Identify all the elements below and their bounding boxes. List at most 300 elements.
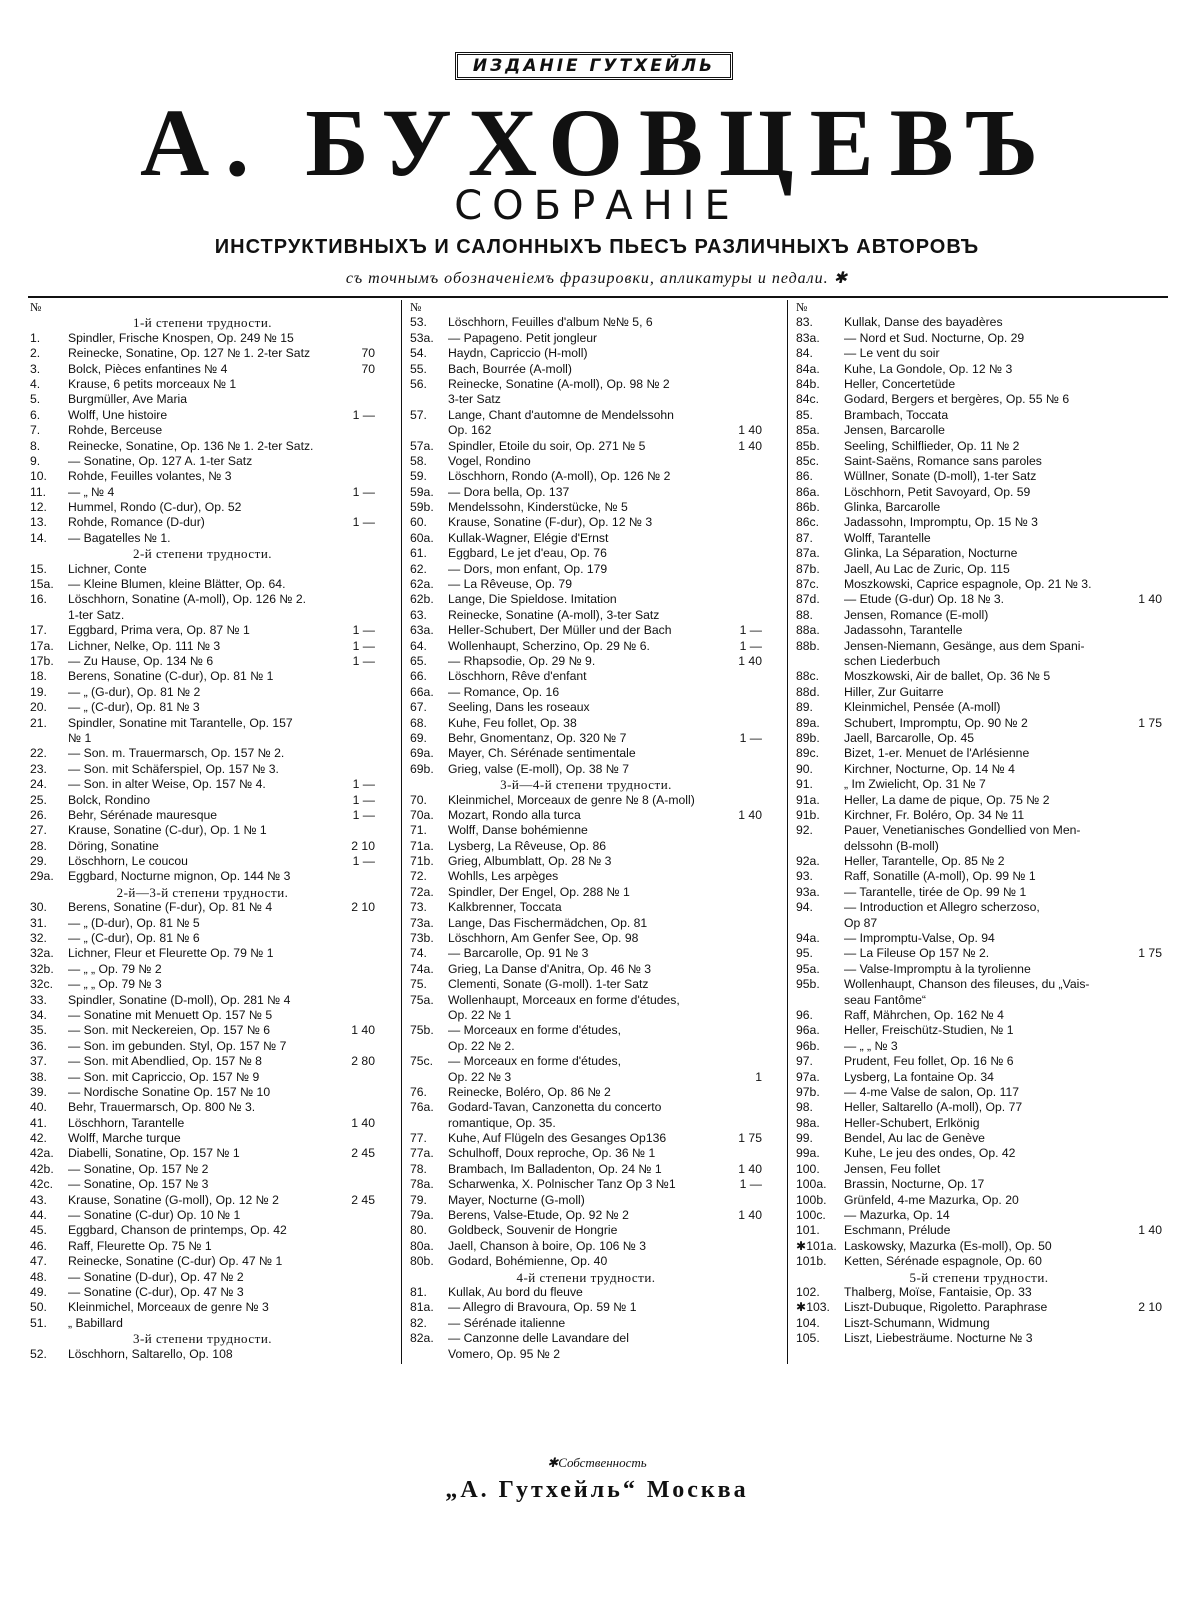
- catalog-entry: [796, 839, 1162, 854]
- entry-number: 55.: [410, 361, 427, 376]
- entry-price: 1 —: [352, 792, 375, 807]
- entry-title: Berens, Valse-Etude, Op. 92 № 2: [448, 1208, 629, 1223]
- entry-title: Moszkowski, Caprice espagnole, Op. 21 № 3.: [844, 577, 1092, 592]
- entry-title: Rohde, Berceuse: [68, 423, 163, 438]
- entry-number: 95.: [796, 946, 813, 961]
- catalog-entry: [796, 1285, 1162, 1300]
- entry-title: — Zu Hause, Op. 134 № 6: [68, 653, 214, 668]
- catalog-entry: [410, 562, 762, 577]
- entry-number: 69.: [410, 730, 427, 745]
- collection-subtitle: ИНСТРУКТИВНЫХЪ И САЛОННЫХЪ ПЬЕСЪ РАЗЛИЧНЫХЪ АВТОРОВЪ: [214, 236, 980, 258]
- catalog-entry: [410, 931, 762, 946]
- catalog-entry: [410, 1177, 762, 1192]
- entry-number: 100c.: [796, 1208, 826, 1223]
- entry-price: 1 40: [738, 438, 762, 453]
- catalog-entry: [410, 1347, 762, 1362]
- entry-number: 63.: [410, 607, 427, 622]
- catalog-entry: [30, 346, 375, 361]
- catalog-entry: [410, 1054, 762, 1069]
- entry-number: 27.: [30, 823, 47, 838]
- entry-title: Krause, Sonatine (F-dur), Op. 12 № 3: [448, 515, 653, 530]
- catalog-entry: [796, 469, 1162, 484]
- entry-title: — Canzonne delle Lavandare del: [448, 1331, 629, 1346]
- entry-price: 1 —: [352, 407, 375, 422]
- catalog-entry: [410, 700, 762, 715]
- entry-title: Vomero, Op. 95 № 2: [448, 1346, 560, 1361]
- entry-title: Heller, La dame de pique, Op. 75 № 2: [844, 792, 1050, 807]
- catalog-entry: [796, 1100, 1162, 1115]
- entry-title: — Sonatine, Op. 127 A. 1-ter Satz: [68, 453, 253, 468]
- entry-number: 96a.: [796, 1023, 820, 1038]
- entry-title: Heller, Tarantelle, Op. 85 № 2: [844, 854, 1005, 869]
- entry-number: 83.: [796, 315, 813, 330]
- entry-title: Bizet, 1-er. Menuet de l'Arlésienne: [844, 746, 1030, 761]
- entry-number: 104.: [796, 1315, 820, 1330]
- entry-title: Jensen, Romance (E-moll): [844, 607, 989, 622]
- entry-number: 75a.: [410, 992, 434, 1007]
- entry-title: — Son. mit Abendlied, Op. 157 № 8: [68, 1054, 262, 1069]
- catalog-entry: [796, 808, 1162, 823]
- entry-title: Kuhe, Feu follet, Op. 38: [448, 715, 577, 730]
- entry-number: 16.: [30, 592, 47, 607]
- catalog-entry: [30, 1270, 375, 1285]
- catalog-entry: [410, 331, 762, 346]
- entry-number: 20.: [30, 700, 47, 715]
- catalog-entry: [30, 669, 375, 684]
- entry-number: 62a.: [410, 577, 434, 592]
- entry-title: Raff, Mährchen, Op. 162 № 4: [844, 1007, 1004, 1022]
- entry-title: Jaell, Chanson à boire, Op. 106 № 3: [448, 1238, 647, 1253]
- entry-title: — Kleine Blumen, kleine Blätter, Op. 64.: [68, 577, 286, 592]
- entry-number: 19.: [30, 684, 47, 699]
- entry-price: 1 —: [352, 653, 375, 668]
- catalog-entry: [30, 1162, 375, 1177]
- catalog-entry: [30, 777, 375, 792]
- entry-number: 29.: [30, 854, 47, 869]
- entry-title: Löschhorn, Le coucou: [68, 854, 188, 869]
- entry-title: Krause, 6 petits morceaux № 1: [68, 376, 237, 391]
- entry-number: 93a.: [796, 884, 820, 899]
- entry-number: 88d.: [796, 684, 820, 699]
- entry-title: — Impromptu-Valse, Op. 94: [844, 931, 995, 946]
- catalog-entry: [796, 685, 1162, 700]
- entry-title: Spindler, Sonatine mit Tarantelle, Op. 157: [68, 715, 293, 730]
- catalog-entry: [796, 408, 1162, 423]
- entry-title: Jensen, Barcarolle: [844, 423, 945, 438]
- entry-title: Lichner, Fleur et Fleurette Op. 79 № 1: [68, 946, 274, 961]
- entry-number: 42a.: [30, 1146, 54, 1161]
- entry-price: 1: [755, 1069, 762, 1084]
- catalog-entry: [410, 808, 762, 823]
- catalog-entry: [30, 685, 375, 700]
- entry-number: 97.: [796, 1054, 813, 1069]
- entry-number: 63a.: [410, 623, 434, 638]
- entry-title: Heller, Concertetüde: [844, 376, 956, 391]
- entry-title: Liszt-Schumann, Widmung: [844, 1315, 990, 1330]
- entry-title: — „ „ Op. 79 № 2: [68, 961, 162, 976]
- catalog-entry: [30, 700, 375, 715]
- entry-number: 76.: [410, 1084, 427, 1099]
- catalog-entry: [410, 1316, 762, 1331]
- catalog-entry: [796, 700, 1162, 715]
- entry-number: 26.: [30, 807, 47, 822]
- entry-title: Döring, Sonatine: [68, 838, 159, 853]
- entry-title: Reinecke, Sonatine (A-moll), Op. 98 № 2: [448, 376, 670, 391]
- difficulty-heading: 2-й—3-й степени трудности.: [116, 884, 289, 900]
- catalog-entry: [410, 731, 762, 746]
- number-column-header: №: [410, 300, 422, 314]
- entry-title: Kullak, Danse des bayadères: [844, 315, 1003, 330]
- catalog-entry: [796, 885, 1162, 900]
- catalog-entry: [30, 716, 375, 731]
- entry-price: 1 40: [1138, 1223, 1162, 1238]
- entry-number: 41.: [30, 1115, 47, 1130]
- entry-title: Wüllner, Sonate (D-moll), 1-ter Satz: [844, 469, 1037, 484]
- entry-number: 51.: [30, 1315, 47, 1330]
- catalog-entry: [410, 716, 762, 731]
- catalog-entry: [796, 1008, 1162, 1023]
- entry-title: seau Fantôme“: [844, 992, 926, 1007]
- entry-price: 70: [361, 361, 375, 376]
- entry-number: 87c.: [796, 577, 820, 592]
- entry-number: 89b.: [796, 730, 820, 745]
- entry-title: — Son. in alter Weise, Op. 157 № 4.: [68, 777, 266, 792]
- entry-number: 2.: [30, 346, 41, 361]
- entry-price: 70: [361, 346, 375, 361]
- catalog-entry: [796, 546, 1162, 561]
- catalog-entry: [410, 962, 762, 977]
- entry-title: Löschhorn, Sonatine (A-moll), Op. 126 № 2.: [68, 592, 306, 607]
- entry-number: 88c.: [796, 669, 820, 684]
- catalog-entry: [796, 1023, 1162, 1038]
- entry-number: 29a.: [30, 869, 54, 884]
- entry-title: Wohlls, Les arpèges: [448, 869, 559, 884]
- entry-title: — „ № 4: [68, 484, 115, 499]
- entry-number: 43.: [30, 1192, 47, 1207]
- entry-title: Seeling, Dans les roseaux: [448, 700, 590, 715]
- column-divider: [787, 300, 788, 1364]
- entry-title: — Papageno. Petit jongleur: [448, 330, 598, 345]
- catalog-entry: [410, 315, 762, 330]
- entry-title: — Dora bella, Op. 137: [448, 484, 570, 499]
- entry-number: 91.: [796, 777, 813, 792]
- entry-price: 1 40: [1138, 592, 1162, 607]
- entry-price: 1 —: [739, 623, 762, 638]
- entry-title: Wolff, Danse bohémienne: [448, 823, 588, 838]
- entry-number: 71.: [410, 823, 427, 838]
- entry-title: Op. 22 № 3: [448, 1069, 512, 1084]
- entry-title: Saint-Saëns, Romance sans paroles: [844, 453, 1042, 468]
- entry-title: — Sonatine (C-dur), Op. 47 № 3: [68, 1285, 244, 1299]
- entry-price: 2 10: [1138, 1300, 1162, 1315]
- entry-title: — 4-me Valse de salon, Op. 117: [844, 1084, 1020, 1099]
- entry-number: 73a.: [410, 915, 434, 930]
- catalog-entry: [796, 977, 1162, 992]
- entry-title: Bach, Bourrée (A-moll): [448, 361, 572, 376]
- catalog-entry: [30, 854, 375, 869]
- catalog-entry: [796, 592, 1162, 607]
- catalog-entry: [410, 946, 762, 961]
- catalog-entry: [410, 916, 762, 931]
- entry-number: 75c.: [410, 1054, 434, 1069]
- entry-number: 37.: [30, 1054, 47, 1069]
- entry-number: 85c.: [796, 453, 820, 468]
- entry-number: 81a.: [410, 1300, 434, 1315]
- entry-number: 33.: [30, 992, 47, 1007]
- entry-number: 80a.: [410, 1238, 434, 1253]
- catalog-entry: [30, 1316, 375, 1331]
- entry-title: Kuhe, Le jeu des ondes, Op. 42: [844, 1146, 1016, 1161]
- catalog-entry: [796, 777, 1162, 792]
- entry-title: Bendel, Au lac de Genève: [844, 1131, 985, 1146]
- entry-number: 13.: [30, 515, 47, 530]
- catalog-entry: [796, 900, 1162, 915]
- entry-title: Kleinmichel, Pensée (A-moll): [844, 700, 1001, 715]
- entry-number: 53a.: [410, 330, 434, 345]
- catalog-entry: [796, 1085, 1162, 1100]
- entry-number: 40.: [30, 1100, 47, 1115]
- catalog-entry: [410, 1100, 762, 1115]
- entry-title: Heller, Saltarello (A-moll), Op. 77: [844, 1100, 1023, 1115]
- catalog-entry: [796, 346, 1162, 361]
- entry-number: 71a.: [410, 838, 434, 853]
- entry-number: 74.: [410, 946, 427, 961]
- catalog-entry: [410, 1223, 762, 1238]
- entry-number: 96.: [796, 1007, 813, 1022]
- catalog-entry: [410, 469, 762, 484]
- catalog-entry: [410, 408, 762, 423]
- entry-price: 1 75: [1138, 946, 1162, 961]
- entry-number: 73.: [410, 900, 427, 915]
- entry-price: 1 —: [739, 730, 762, 745]
- entry-number: 35.: [30, 1023, 47, 1038]
- catalog-entry: [410, 1146, 762, 1161]
- entry-title: Löschhorn, Rondo (A-moll), Op. 126 № 2: [448, 469, 671, 484]
- entry-number: 61.: [410, 546, 427, 561]
- catalog-entry: [796, 1300, 1162, 1315]
- entry-number: 32a.: [30, 946, 54, 961]
- catalog-entry: [410, 346, 762, 361]
- entry-title: — „ (C-dur), Op. 81 № 3: [68, 700, 200, 715]
- catalog-entry: [410, 377, 762, 392]
- entry-title: Laskowsky, Mazurka (Es-moll), Op. 50: [844, 1238, 1052, 1253]
- entry-number: 62.: [410, 561, 427, 576]
- entry-number: 80b.: [410, 1254, 434, 1269]
- entry-title: Seeling, Schilflieder, Op. 11 № 2: [844, 438, 1020, 453]
- entry-title: — Tarantelle, tirée de Op. 99 № 1: [844, 884, 1027, 899]
- entry-number: 70a.: [410, 807, 434, 822]
- catalog-entry: [30, 639, 375, 654]
- catalog-entry: [30, 1285, 375, 1300]
- entry-title: — Son. mit Neckereien, Op. 157 № 6: [68, 1023, 271, 1038]
- catalog-entry: [410, 1254, 762, 1269]
- catalog-column-1: [30, 300, 375, 1362]
- catalog-entry: [796, 1131, 1162, 1146]
- entry-title: Rohde, Romance (D-dur): [68, 515, 205, 530]
- catalog-entry: [30, 1300, 375, 1315]
- catalog-entry: [410, 654, 762, 669]
- entry-title: — Son. mit Schäferspiel, Op. 157 № 3.: [68, 761, 279, 776]
- entry-title: — Son. mit Capriccio, Op. 157 № 9: [68, 1069, 260, 1084]
- catalog-entry: [796, 731, 1162, 746]
- catalog-entry: [30, 1254, 375, 1269]
- catalog-entry: [410, 823, 762, 838]
- catalog-entry: [796, 823, 1162, 838]
- entry-number: 42b.: [30, 1161, 54, 1176]
- entry-title: Eggbard, Prima vera, Op. 87 № 1: [68, 623, 250, 638]
- entry-title: Brambach, Toccata: [844, 407, 949, 422]
- entry-price: 2 45: [351, 1146, 375, 1161]
- entry-number: 100b.: [796, 1192, 827, 1207]
- entry-title: Behr, Sérénade mauresque: [68, 807, 218, 822]
- entry-title: Schubert, Impromptu, Op. 90 № 2: [844, 715, 1028, 730]
- catalog-entry: [30, 1008, 375, 1023]
- entry-number: 28.: [30, 838, 47, 853]
- entry-number: 77.: [410, 1131, 427, 1146]
- collection-title: СОБРАНІЕ: [454, 183, 740, 229]
- entry-title: Bolck, Rondino: [68, 792, 150, 807]
- entry-title: — Bagatelles № 1.: [68, 530, 171, 545]
- entry-title: Löschhorn, Saltarello, Op. 108: [68, 1346, 233, 1361]
- catalog-entry: [796, 1177, 1162, 1192]
- entry-title: Bolck, Pièces enfantines № 4: [68, 361, 228, 376]
- entry-number: 34.: [30, 1007, 47, 1022]
- entry-price: 1 —: [352, 638, 375, 653]
- entry-price: 2 10: [351, 838, 375, 853]
- entry-number: 59b.: [410, 500, 434, 515]
- catalog-entry: [30, 977, 375, 992]
- entry-number: 72a.: [410, 884, 434, 899]
- catalog-entry: [410, 577, 762, 592]
- entry-number: 77a.: [410, 1146, 434, 1161]
- entry-number: 91a.: [796, 792, 820, 807]
- entry-number: 87b.: [796, 561, 820, 576]
- entry-number: 94.: [796, 900, 813, 915]
- catalog-entry: [30, 1177, 375, 1192]
- entry-title: Reinecke, Sonatine (A-moll), 3-ter Satz: [448, 607, 660, 622]
- catalog-entry: [796, 793, 1162, 808]
- entry-number: 78.: [410, 1161, 427, 1176]
- catalog-entry: [30, 485, 375, 500]
- catalog-entry: [410, 869, 762, 884]
- entry-number: 82a.: [410, 1331, 434, 1346]
- entry-number: 100a.: [796, 1177, 827, 1192]
- entry-title: Behr, Gnomentanz, Op. 320 № 7: [448, 730, 627, 745]
- entry-number: 46.: [30, 1238, 47, 1253]
- catalog-entry: [796, 669, 1162, 684]
- entry-price: 1 —: [352, 515, 375, 530]
- number-column-header: №: [796, 300, 808, 314]
- catalog-entry: [410, 1285, 762, 1300]
- entry-title: Jensen-Niemann, Gesänge, aus dem Spani-: [844, 638, 1085, 653]
- entry-number: 69b.: [410, 761, 434, 776]
- entry-number: 88.: [796, 607, 813, 622]
- entry-number: 3.: [30, 361, 41, 376]
- entry-title: Godard, Bergers et bergères, Op. 55 № 6: [844, 392, 1070, 407]
- entry-number: 14.: [30, 530, 47, 545]
- author-title: А. БУХОВЦЕВЪ: [139, 89, 1055, 196]
- entry-title: Wollenhaupt, Scherzino, Op. 29 № 6.: [448, 638, 650, 653]
- entry-title: Diabelli, Sonatine, Op. 157 № 1: [68, 1146, 240, 1161]
- catalog-entry: [30, 900, 375, 915]
- entry-title: — La Rêveuse, Op. 79: [448, 577, 572, 592]
- entry-number: 84a.: [796, 361, 820, 376]
- entry-title: Lange, Das Fischermädchen, Op. 81: [448, 915, 648, 930]
- entry-title: — Sonatine (C-dur) Op. 10 № 1: [68, 1208, 241, 1223]
- catalog-entry: [30, 377, 375, 392]
- entry-title: — „ „ № 3: [844, 1038, 898, 1053]
- entry-title: Reinecke, Boléro, Op. 86 № 2: [448, 1084, 611, 1099]
- catalog-entry: [796, 500, 1162, 515]
- entry-title: 3-ter Satz: [448, 392, 501, 407]
- catalog-entry: [30, 946, 375, 961]
- entry-number: 88b.: [796, 638, 820, 653]
- entry-title: Op. 22 № 1: [448, 1007, 512, 1022]
- catalog-entry: [796, 946, 1162, 961]
- catalog-entry: [796, 1193, 1162, 1208]
- entry-title: — Son. im gebunden. Styl, Op. 157 № 7: [68, 1038, 287, 1053]
- catalog-entry: [410, 1085, 762, 1100]
- catalog-entry: [30, 808, 375, 823]
- entry-title: Grieg, Albumblatt, Op. 28 № 3: [448, 854, 612, 869]
- catalog-entry: [410, 500, 762, 515]
- entry-title: — Morceaux en forme d'études,: [448, 1054, 622, 1069]
- entry-number: 92a.: [796, 854, 820, 869]
- entry-title: Jensen, Feu follet: [844, 1161, 941, 1176]
- catalog-entry: [410, 885, 762, 900]
- catalog-entry: [796, 1146, 1162, 1161]
- catalog-entry: [30, 1070, 375, 1085]
- entry-title: Goldbeck, Souvenir de Hongrie: [448, 1223, 618, 1238]
- entry-price: 1 40: [738, 1161, 762, 1176]
- entry-number: 101.: [796, 1223, 820, 1238]
- catalog-column-3: [796, 300, 1162, 1347]
- catalog-entry: [30, 408, 375, 423]
- entry-number: 22.: [30, 746, 47, 761]
- entry-title: Heller, Freischütz-Studien, № 1: [844, 1023, 1014, 1038]
- catalog-entry: [30, 1023, 375, 1038]
- entry-number: 7.: [30, 423, 41, 438]
- entry-number: 32.: [30, 931, 47, 946]
- entry-title: Lichner, Conte: [68, 561, 147, 576]
- entry-title: Vogel, Rondino: [448, 453, 531, 468]
- entry-number: 95b.: [796, 977, 820, 992]
- difficulty-heading: 3-й—4-й степени трудности.: [500, 777, 672, 793]
- entry-title: Brassin, Nocturne, Op. 17: [844, 1177, 985, 1192]
- entry-title: Spindler, Sonatine (D-moll), Op. 281 № 4: [68, 992, 291, 1007]
- entry-title: Liszt-Dubuque, Rigoletto. Paraphrase: [844, 1300, 1048, 1315]
- entry-number: 79.: [410, 1192, 427, 1207]
- entry-title: Wolff, Une histoire: [68, 407, 168, 422]
- entry-number: 64.: [410, 638, 427, 653]
- entry-title: Kleinmichel, Morceaux de genre № 3: [68, 1300, 269, 1315]
- entry-title: Eggbard, Nocturne mignon, Op. 144 № 3: [68, 869, 291, 884]
- entry-title: Lichner, Nelke, Op. 111 № 3: [68, 638, 221, 653]
- catalog-column-2: [410, 300, 762, 1362]
- catalog-entry: [796, 1254, 1162, 1269]
- entry-title: Berens, Sonatine (F-dur), Op. 81 № 4: [68, 900, 273, 915]
- entry-number: 17.: [30, 623, 47, 638]
- entry-price: 1 40: [738, 1208, 762, 1223]
- entry-title: — „ (D-dur), Op. 81 № 5: [68, 915, 200, 930]
- entry-number: 58.: [410, 453, 427, 468]
- entry-title: Eschmann, Prélude: [844, 1223, 951, 1238]
- catalog-entry: [30, 531, 375, 546]
- catalog-entry: [796, 654, 1162, 669]
- catalog-entry: [796, 854, 1162, 869]
- catalog-entry: [30, 331, 375, 346]
- entry-title: Kleinmichel, Morceaux de genre № 8 (A-moll): [448, 792, 695, 807]
